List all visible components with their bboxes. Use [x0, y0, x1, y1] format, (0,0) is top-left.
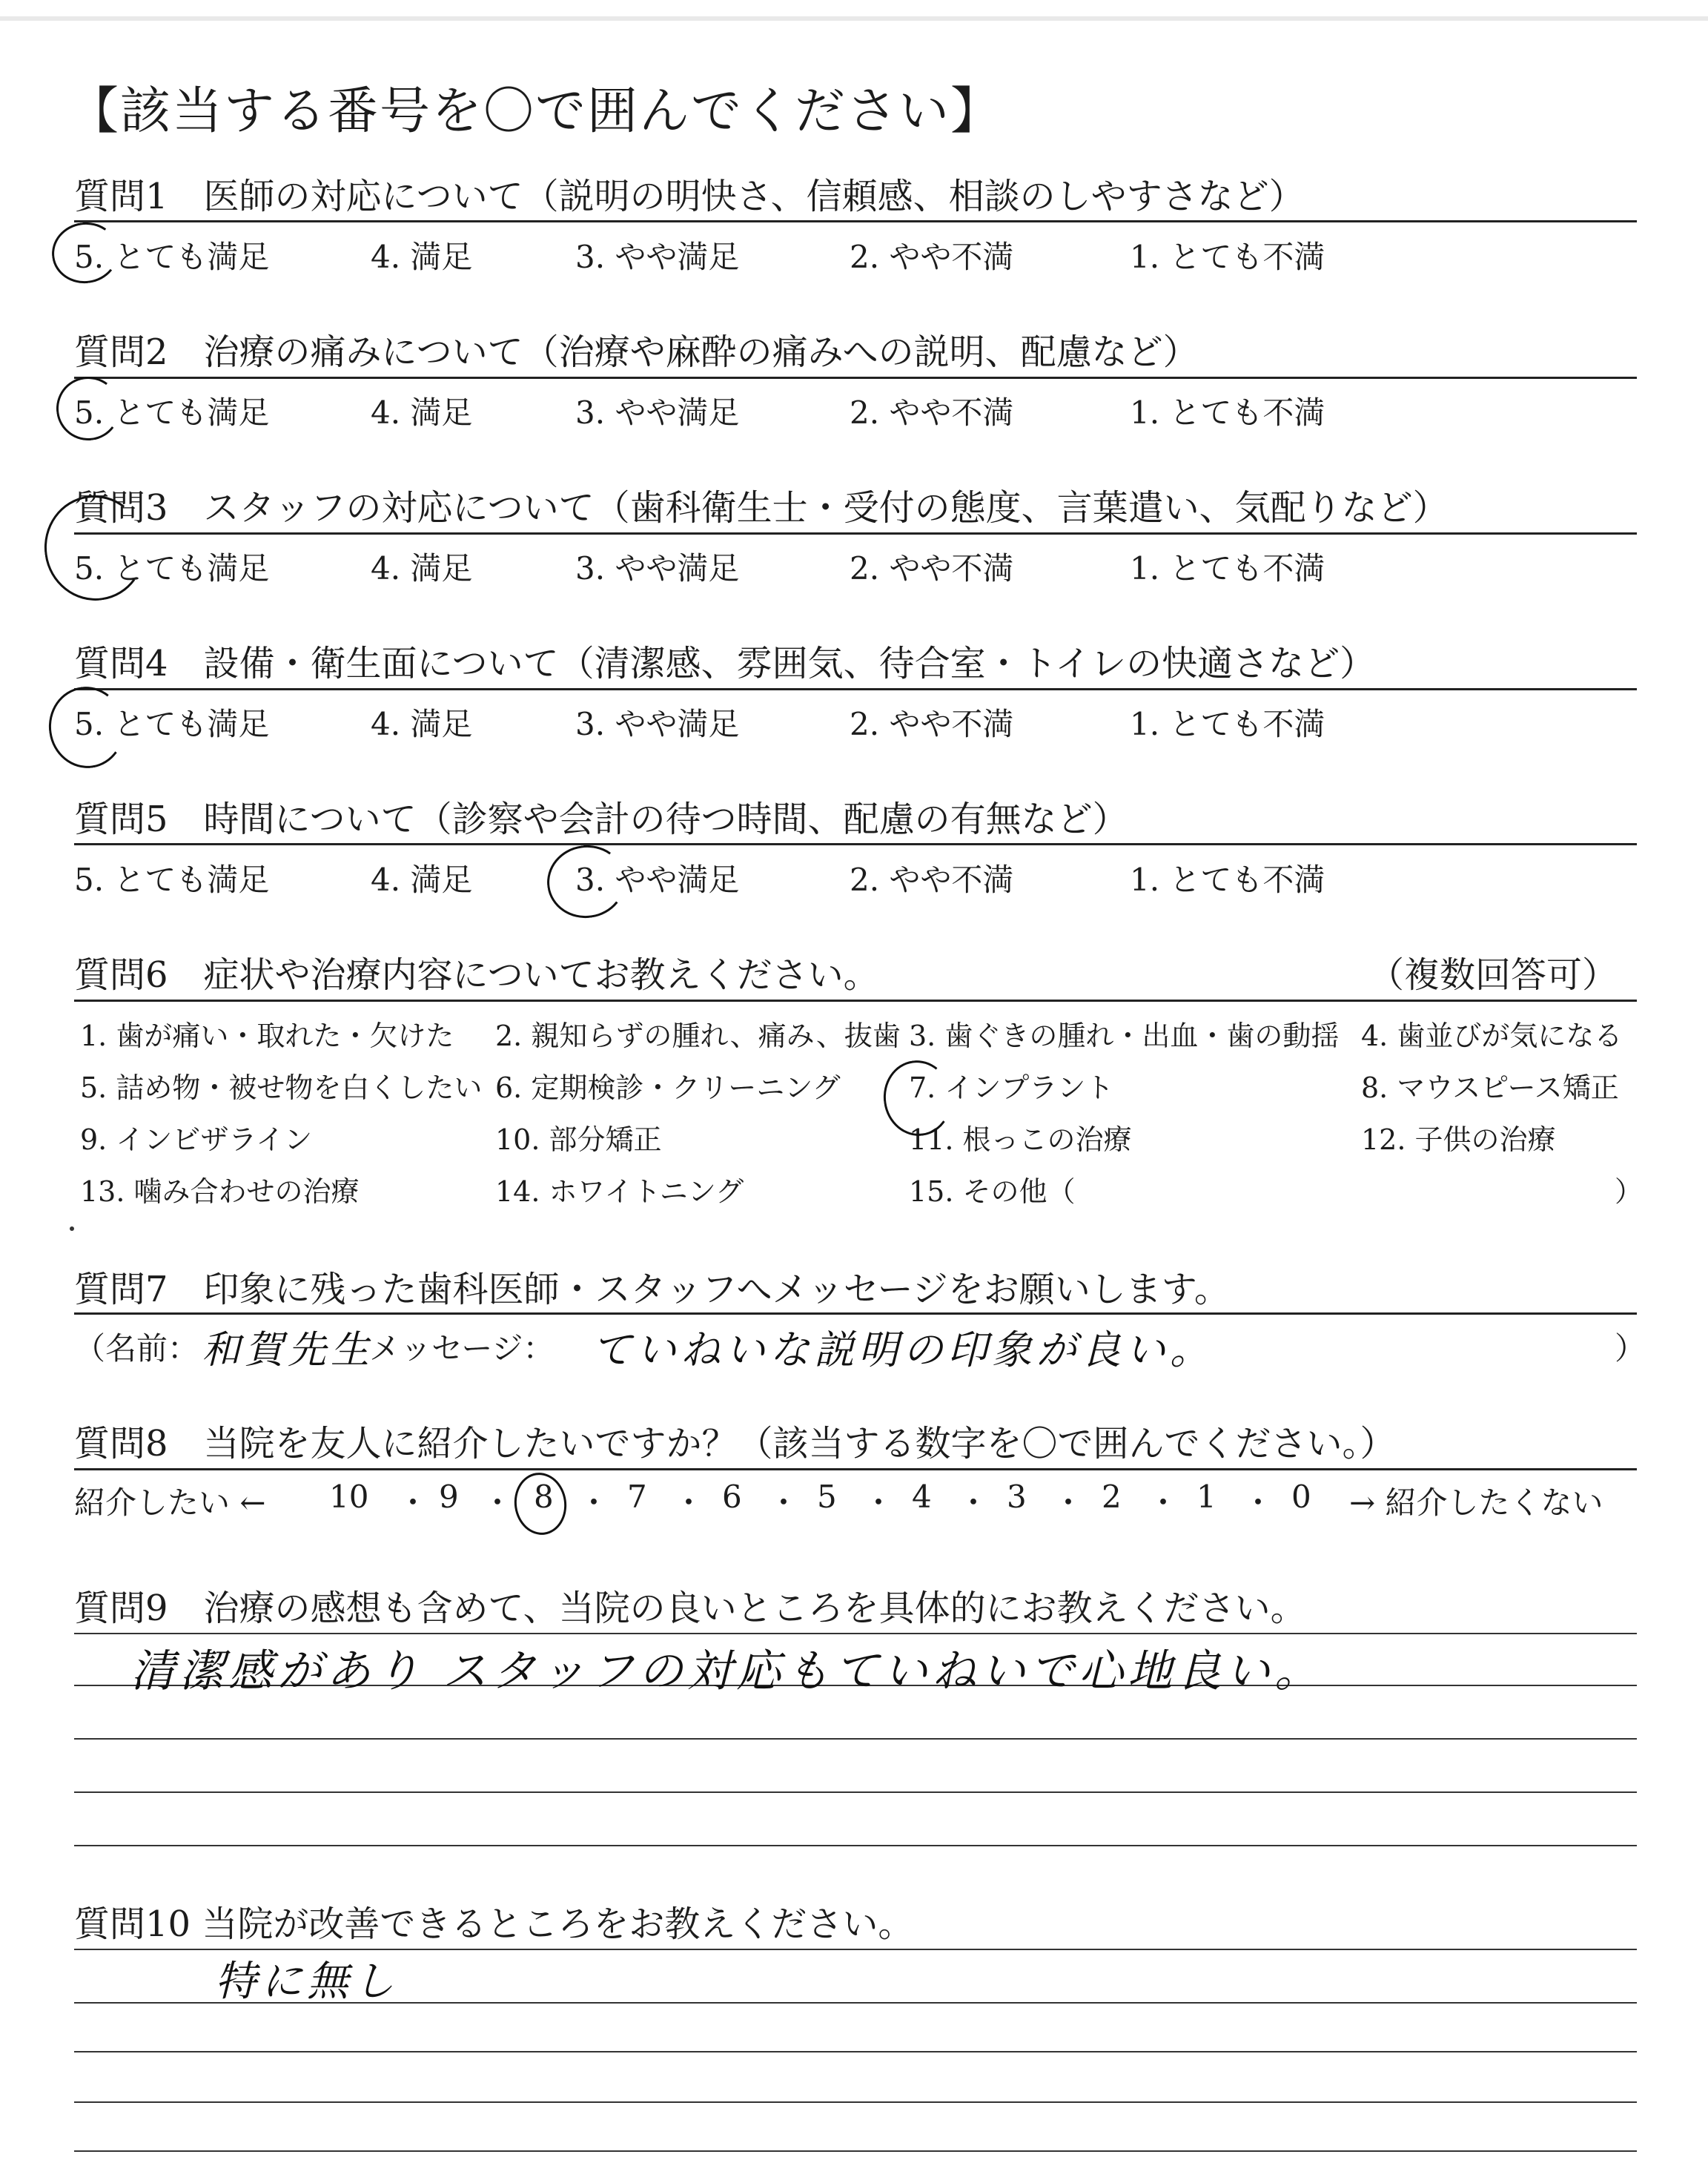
q3-option-3[interactable]: 3. やや満足 — [575, 550, 740, 587]
q8-separator: ・ — [768, 1484, 800, 1521]
q6-item-8[interactable]: 8. マウスピース矯正 — [1361, 1071, 1619, 1104]
q6-item-1[interactable]: 1. 歯が痛い・取れた・欠けた — [80, 1020, 454, 1052]
q6-item-6[interactable]: 6. 定期検診・クリーニング — [495, 1071, 841, 1104]
q7-message-label: メッセージ： — [369, 1330, 555, 1367]
question-2-heading: 質問2 治療の痛みについて（治療や麻酔の痛みへの説明、配慮など） — [74, 331, 1199, 373]
question-2-rule — [74, 377, 1637, 379]
q3-option-4[interactable]: 4. 満足 — [371, 550, 473, 587]
q6-item-2[interactable]: 2. 親知らずの腫れ、痛み、抜歯 — [495, 1020, 901, 1052]
q2-answer-circle — [52, 372, 124, 444]
question-6-heading: 質問6 症状や治療内容についてお教えください。 — [74, 954, 879, 996]
q1-option-5[interactable]: 5. とても満足 — [74, 239, 270, 275]
q2-option-4[interactable]: 4. 満足 — [371, 394, 473, 431]
q9-writing-line — [74, 1791, 1637, 1793]
question-6-note: （複数回答可） — [1368, 954, 1618, 996]
q1-option-2[interactable]: 2. やや不満 — [850, 239, 1014, 275]
question-8-rule — [74, 1468, 1637, 1470]
q9-writing-line — [74, 1738, 1637, 1740]
q2-option-3[interactable]: 3. やや満足 — [575, 394, 740, 431]
scan-speck — [70, 1226, 74, 1231]
question-7-rule — [74, 1312, 1637, 1315]
q6-item-3[interactable]: 3. 歯ぐきの腫れ・出血・歯の動揺 — [909, 1020, 1340, 1052]
q7-name-handwritten: 和賀先生 — [202, 1328, 374, 1373]
q7-message-handwritten: ていねいな説明の印象が良い。 — [592, 1327, 1214, 1373]
q4-option-3[interactable]: 3. やや満足 — [575, 706, 740, 742]
q5-answer-circle — [543, 840, 631, 923]
q10-writing-line — [74, 2150, 1637, 2152]
q4-option-4[interactable]: 4. 満足 — [371, 706, 473, 742]
q9-writing-line — [74, 1633, 1637, 1634]
q9-writing-line — [74, 1845, 1637, 1846]
q10-answer-handwritten: 特に無し — [215, 1958, 399, 2006]
q5-option-4[interactable]: 4. 満足 — [371, 862, 473, 898]
q4-answer-circle — [44, 681, 130, 773]
q4-option-2[interactable]: 2. やや不満 — [850, 706, 1014, 742]
q6-item-12[interactable]: 12. 子供の治療 — [1361, 1123, 1556, 1156]
question-7-heading: 質問7 印象に残った歯科医師・スタッフへメッセージをお願いします。 — [74, 1269, 1230, 1310]
q6-item-11[interactable]: 11. 根っこの治療 — [909, 1123, 1132, 1156]
q8-value-6[interactable]: 6 — [722, 1479, 742, 1515]
question-3-heading: 質問3 スタッフの対応について（歯科衛生士・受付の態度、言葉遣い、気配りなど） — [74, 487, 1449, 529]
q4-option-1[interactable]: 1. とても不満 — [1130, 706, 1325, 742]
q7-name-label: （名前： — [74, 1330, 199, 1367]
q8-separator: ・ — [397, 1484, 429, 1521]
q10-writing-line — [74, 2051, 1637, 2052]
question-8-heading: 質問8 当院を友人に紹介したいですか？（該当する数字を〇で囲んでください。） — [74, 1423, 1396, 1464]
q3-option-1[interactable]: 1. とても不満 — [1130, 550, 1325, 587]
q8-value-8[interactable]: 8 — [534, 1479, 554, 1515]
question-10-heading: 質問10 当院が改善できるところをお教えください。 — [74, 1903, 914, 1945]
q6-item-5[interactable]: 5. 詰め物・被せ物を白くしたい — [80, 1071, 483, 1104]
q8-value-5[interactable]: 5 — [817, 1479, 837, 1515]
q2-option-5[interactable]: 5. とても満足 — [74, 394, 270, 431]
q8-answer-circle — [510, 1470, 570, 1539]
q3-option-5[interactable]: 5. とても満足 — [74, 550, 270, 587]
q8-separator: ・ — [958, 1484, 990, 1521]
top-edge — [0, 16, 1708, 21]
q8-separator: ・ — [673, 1484, 705, 1521]
q9-answer-handwritten: 清潔感があり スタッフの対応もていねいで心地良い。 — [130, 1645, 1324, 1697]
q6-item-13[interactable]: 13. 噛み合わせの治療 — [80, 1175, 360, 1208]
question-4-rule — [74, 688, 1637, 690]
q5-option-3[interactable]: 3. やや満足 — [575, 862, 740, 898]
question-1-heading: 質問1 医師の対応について（説明の明快さ、信頼感、相談のしやすさなど） — [74, 176, 1305, 217]
q2-option-2[interactable]: 2. やや不満 — [850, 394, 1014, 431]
q2-option-1[interactable]: 1. とても不満 — [1130, 394, 1325, 431]
q8-value-7[interactable]: 7 — [627, 1479, 647, 1515]
q5-option-2[interactable]: 2. やや不満 — [850, 862, 1014, 898]
q6-item-7[interactable]: 7. インプラント — [909, 1071, 1114, 1104]
q8-left-label: 紹介したい ← — [74, 1484, 266, 1521]
question-1-rule — [74, 220, 1637, 222]
q8-separator: ・ — [1242, 1484, 1274, 1521]
question-6-rule — [74, 1000, 1637, 1002]
question-9-heading: 質問9 治療の感想も含めて、当院の良いところを具体的にお教えください。 — [74, 1588, 1306, 1629]
q8-separator: ・ — [1148, 1484, 1179, 1521]
q8-separator: ・ — [1053, 1484, 1085, 1521]
page-title: 【該当する番号を〇で囲んでください】 — [68, 82, 1003, 141]
q8-value-1[interactable]: 1 — [1196, 1479, 1217, 1515]
q6-item-10[interactable]: 10. 部分矯正 — [495, 1123, 662, 1156]
q8-value-3[interactable]: 3 — [1007, 1479, 1027, 1515]
q6-item-14[interactable]: 14. ホワイトニング — [495, 1175, 744, 1208]
question-5-rule — [74, 843, 1637, 845]
q10-writing-line — [74, 2101, 1637, 2103]
q8-value-2[interactable]: 2 — [1102, 1479, 1122, 1515]
question-3-rule — [74, 532, 1637, 535]
q8-value-9[interactable]: 9 — [439, 1479, 459, 1515]
q7-close-paren: ） — [1615, 1330, 1646, 1367]
q4-option-5[interactable]: 5. とても満足 — [74, 706, 270, 742]
q6-item-4[interactable]: 4. 歯並びが気になる — [1361, 1020, 1623, 1052]
q6-item-9[interactable]: 9. インビザライン — [80, 1123, 313, 1156]
q8-value-4[interactable]: 4 — [912, 1479, 932, 1515]
q3-option-2[interactable]: 2. やや不満 — [850, 550, 1014, 587]
q6-other-close-paren: ） — [1615, 1175, 1644, 1208]
q6-item-15[interactable]: 15. その他（ — [909, 1175, 1076, 1208]
q8-separator: ・ — [863, 1484, 895, 1521]
q1-option-4[interactable]: 4. 満足 — [371, 239, 473, 275]
q8-value-10[interactable]: 10 — [329, 1479, 369, 1515]
q8-separator: ・ — [578, 1484, 610, 1521]
q1-option-3[interactable]: 3. やや満足 — [575, 239, 740, 275]
question-5-heading: 質問5 時間について（診察や会計の待つ時間、配慮の有無など） — [74, 799, 1128, 840]
q8-separator: ・ — [482, 1484, 514, 1521]
q5-option-1[interactable]: 1. とても不満 — [1130, 862, 1325, 898]
question-4-heading: 質問4 設備・衛生面について（清潔感、雰囲気、待合室・トイレの快適さなど） — [74, 643, 1376, 684]
q5-option-5[interactable]: 5. とても満足 — [74, 862, 270, 898]
q8-right-label: → 紹介したくない — [1349, 1484, 1603, 1521]
q1-option-1[interactable]: 1. とても不満 — [1130, 239, 1325, 275]
q8-value-0[interactable]: 0 — [1291, 1479, 1311, 1515]
